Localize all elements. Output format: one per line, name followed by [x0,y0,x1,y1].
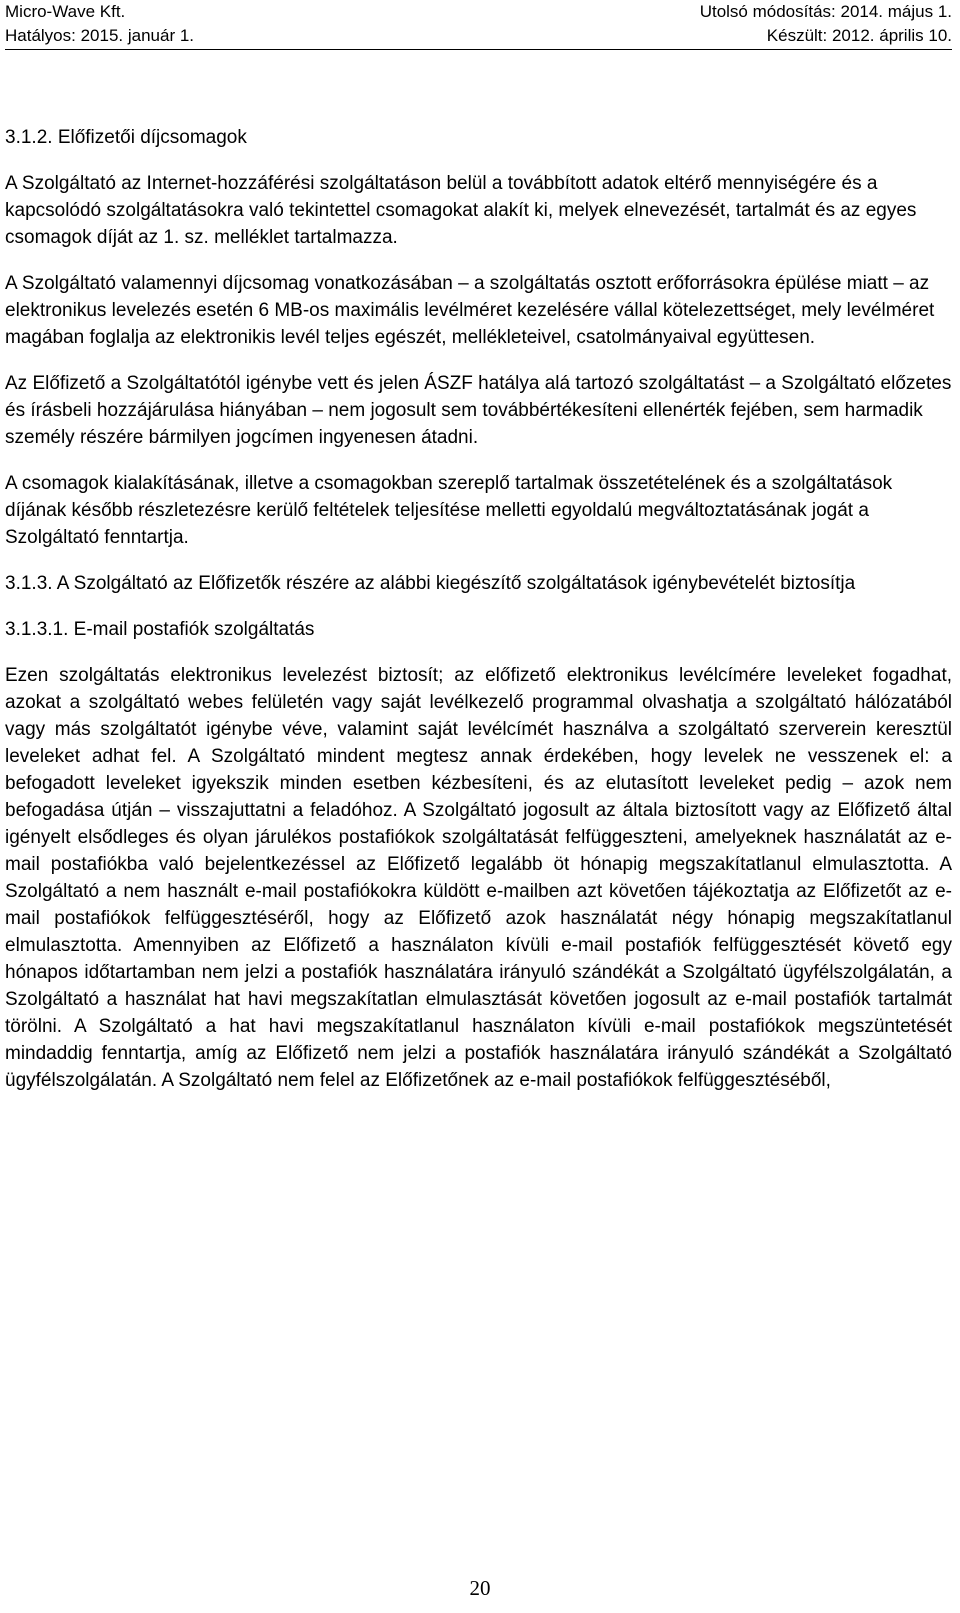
section-heading-3-1-3: 3.1.3. A Szolgáltató az Előfizetők részére az alábbi kiegészítő szolgáltatások igénybevételét biztosítja [5,573,856,594]
created-date: Készült: 2012. április 10. [766,26,952,45]
last-modified: Utolsó módosítás: 2014. május 1. [699,2,952,21]
paragraph: Ezen szolgáltatás elektronikus levelezést biztosít; az előfizető elektronikus levélcímére leveleket fogadhat, azokat a szolgáltató webes felületén vagy saját levélkezelő programmal olvashatja a szolgáltató hálózatából vagy más szolgáltatót igénybe véve, valamint saját levélcímét használva a szolgáltató szerverein keresztül leveleket adhat fel. A Szolgáltató mindent megtesz annak érdekében, hogy levelek ne vesszenek el: a befogadott leveleket igyekszik minden esetben kézbesíteni, és az elutasított leveleket pedig – azok nem befogadása útján – visszajuttatni a feladóhoz. A Szolgáltató jogosult az általa biztosított vagy az Előfizető által igényelt elsődleges és olyan járulékos postafiókok szolgáltatását felfüggeszteni, amelyeknek használatát az e-mail postafiókba való bejelentkezéssel az Előfizető legalább öt hónapig megszakítatlanul elmulasztotta. A Szolgáltató a nem használt e-mail postafiókokra küldött e-mailben azt követően tájékoztatja az Előfizetőt az e-mail postafiókok felfüggesztéséről, hogy az Előfizető azok használatát négy hónapig megszakítatlanul elmulasztotta. Amennyiben az Előfizető a használaton kívüli e-mail postafiók felfüggesztését követő egy hónapos időtartamban nem jelzi a postafiók használatára irányuló szándékát a Szolgáltató ügyfélszolgálatán, a Szolgáltató a használat hat havi megszakítatlan elmulasztását követően jogosult az e-mail postafiók tartalmát törölni. A Szolgáltató a hat havi megszakítatlanul használaton kívüli e-mail postafiókok megszüntetését mindaddig fenntartja, amíg az Előfizető nem jelzi a postafiók használatára irányuló szándékát a Szolgáltató ügyfélszolgálatán. A Szolgáltató nem felel az Előfizetőnek az e-mail postafiókok felfüggesztéséből, [5,665,952,1091]
paragraph: A csomagok kialakításának, illetve a csomagokban szereplő tartalmak összetételének és a szolgáltatások díjának később részletezésre kerülő feltételek teljesítése melletti egyoldalú megváltoztatásának jogát a Szolgáltató fenntartja. [5,473,893,548]
document-body [5,124,952,1113]
company-name: Micro-Wave Kft. [5,2,126,21]
effective-date: Hatályos: 2015. január 1. [5,26,195,45]
paragraph: A Szolgáltató az Internet-hozzáférési szolgáltatáson belül a továbbított adatok eltérő mennyiségére és a kapcsolódó szolgáltatásokra való tekintettel csomagokat alakít ki, melyek elnevezését, tartalmát és az egyes csomagok díját az 1. sz. melléklet tartalmazza. [5,173,917,248]
section-heading-3-1-2: 3.1.2. Előfizetői díjcsomagok [5,127,247,148]
paragraph: A Szolgáltató valamennyi díjcsomag vonatkozásában – a szolgáltatás osztott erőforrásokra épülése miatt – az elektronikus levelezés esetén 6 MB-os maximális levélméret kezelésére vállal kötelezettséget, mely levélméret magában foglalja az elektronikis levél teljes egészét, mellékleteivel, csatolmányaival együttesen. [5,273,935,348]
page-header [5,0,952,48]
page-number: 20 [469,1576,491,1600]
section-heading-3-1-3-1: 3.1.3.1. E-mail postafiók szolgáltatás [5,619,315,640]
header-row-top [5,0,952,24]
header-row-bottom [5,24,952,48]
paragraph: Az Előfizető a Szolgáltatótól igénybe vett és jelen ÁSZF hatálya alá tartozó szolgáltatást – a Szolgáltató előzetes és írásbeli hozzájárulása hiányában – nem jogosult sem továbbértékesíteni ellenérték fejében, sem harmadik személy részére bármilyen jogcímen ingyenesen átadni. [5,373,952,448]
header-divider [5,49,952,50]
